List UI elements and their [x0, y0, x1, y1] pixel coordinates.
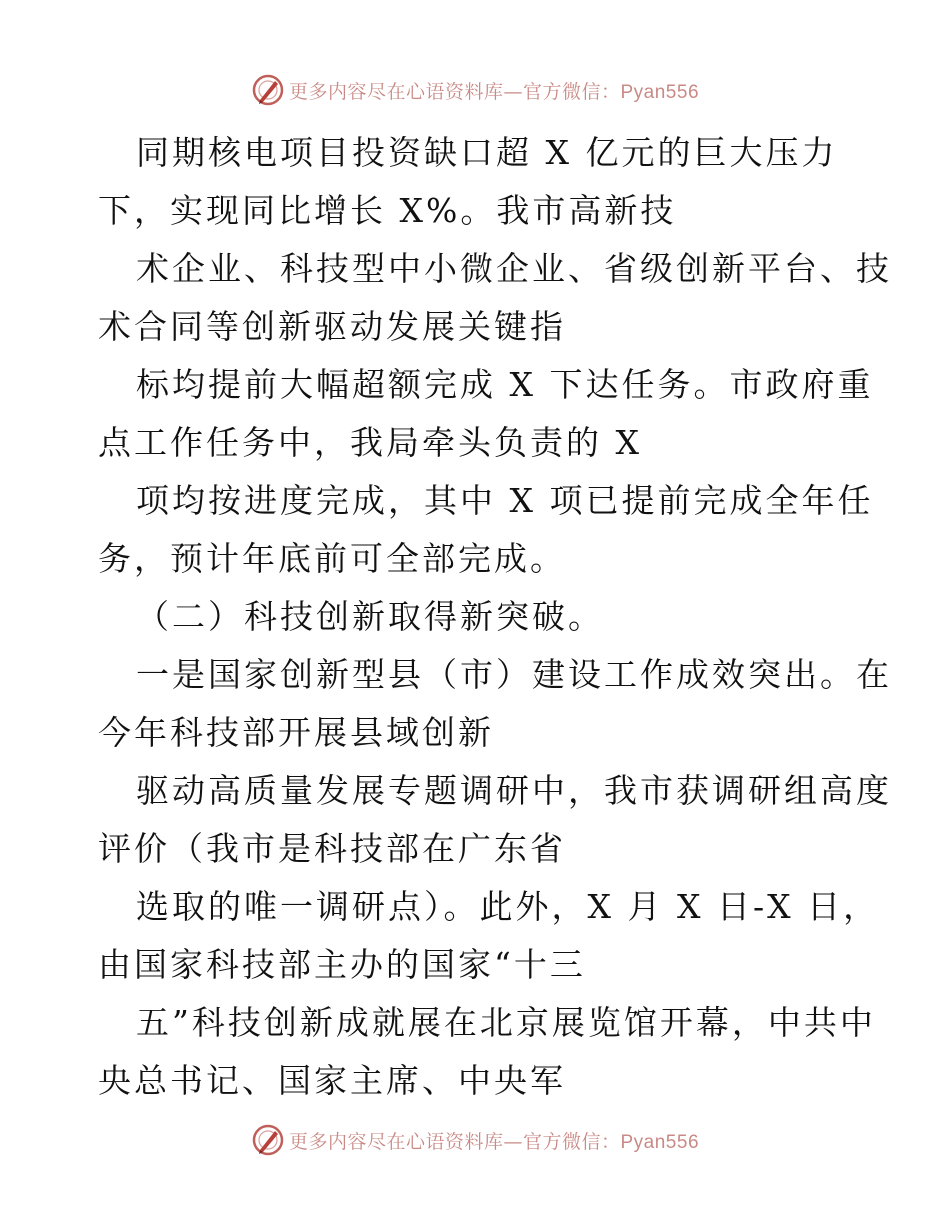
text-line: 央总书记、国家主席、中央军: [98, 1061, 566, 1100]
text-line: 项均按进度完成，其中 X 项已提前完成全年任: [136, 481, 874, 520]
document-body: [98, 124, 892, 1110]
text-line: 术合同等创新驱动发展关键指: [98, 307, 566, 346]
text-line: 点工作任务中，我局牵头负责的 X: [98, 423, 642, 462]
text-line: 五”科技创新成就展在北京展览馆开幕，中共中: [136, 1003, 876, 1042]
section-heading: （二）科技创新取得新突破。: [136, 597, 604, 636]
text-line: 选取的唯一调研点）。此外，X 月 X 日-X 日，: [136, 887, 880, 926]
watermark-text: 更多内容尽在心语资料库—官方微信：Pyan556: [288, 1130, 700, 1153]
text-line: 下，实现同比增长 X%。我市高新技: [98, 191, 677, 230]
pen-logo-icon: [251, 1123, 285, 1157]
text-line: 驱动高质量发展专题调研中，我市获调研组高度: [136, 771, 892, 810]
text-line: 由国家科技部主办的国家“十三: [98, 945, 586, 984]
text-line: 标均提前大幅超额完成 X 下达任务。市政府重: [136, 365, 874, 404]
text-line: 同期核电项目投资缺口超 X 亿元的巨大压力: [136, 133, 838, 172]
text-line: 术企业、科技型中小微企业、省级创新平台、技: [136, 249, 892, 288]
text-line: 一是国家创新型县（市）建设工作成效突出。在: [136, 655, 892, 694]
header-watermark: [0, 70, 950, 110]
watermark-text: 更多内容尽在心语资料库—官方微信：Pyan556: [288, 80, 700, 103]
text-line: 务，预计年底前可全部完成。: [98, 539, 566, 578]
text-line: 评价（我市是科技部在广东省: [98, 829, 566, 868]
text-line: 今年科技部开展县域创新: [98, 713, 494, 752]
pen-logo-icon: [251, 73, 285, 107]
footer-watermark: [0, 1120, 950, 1160]
